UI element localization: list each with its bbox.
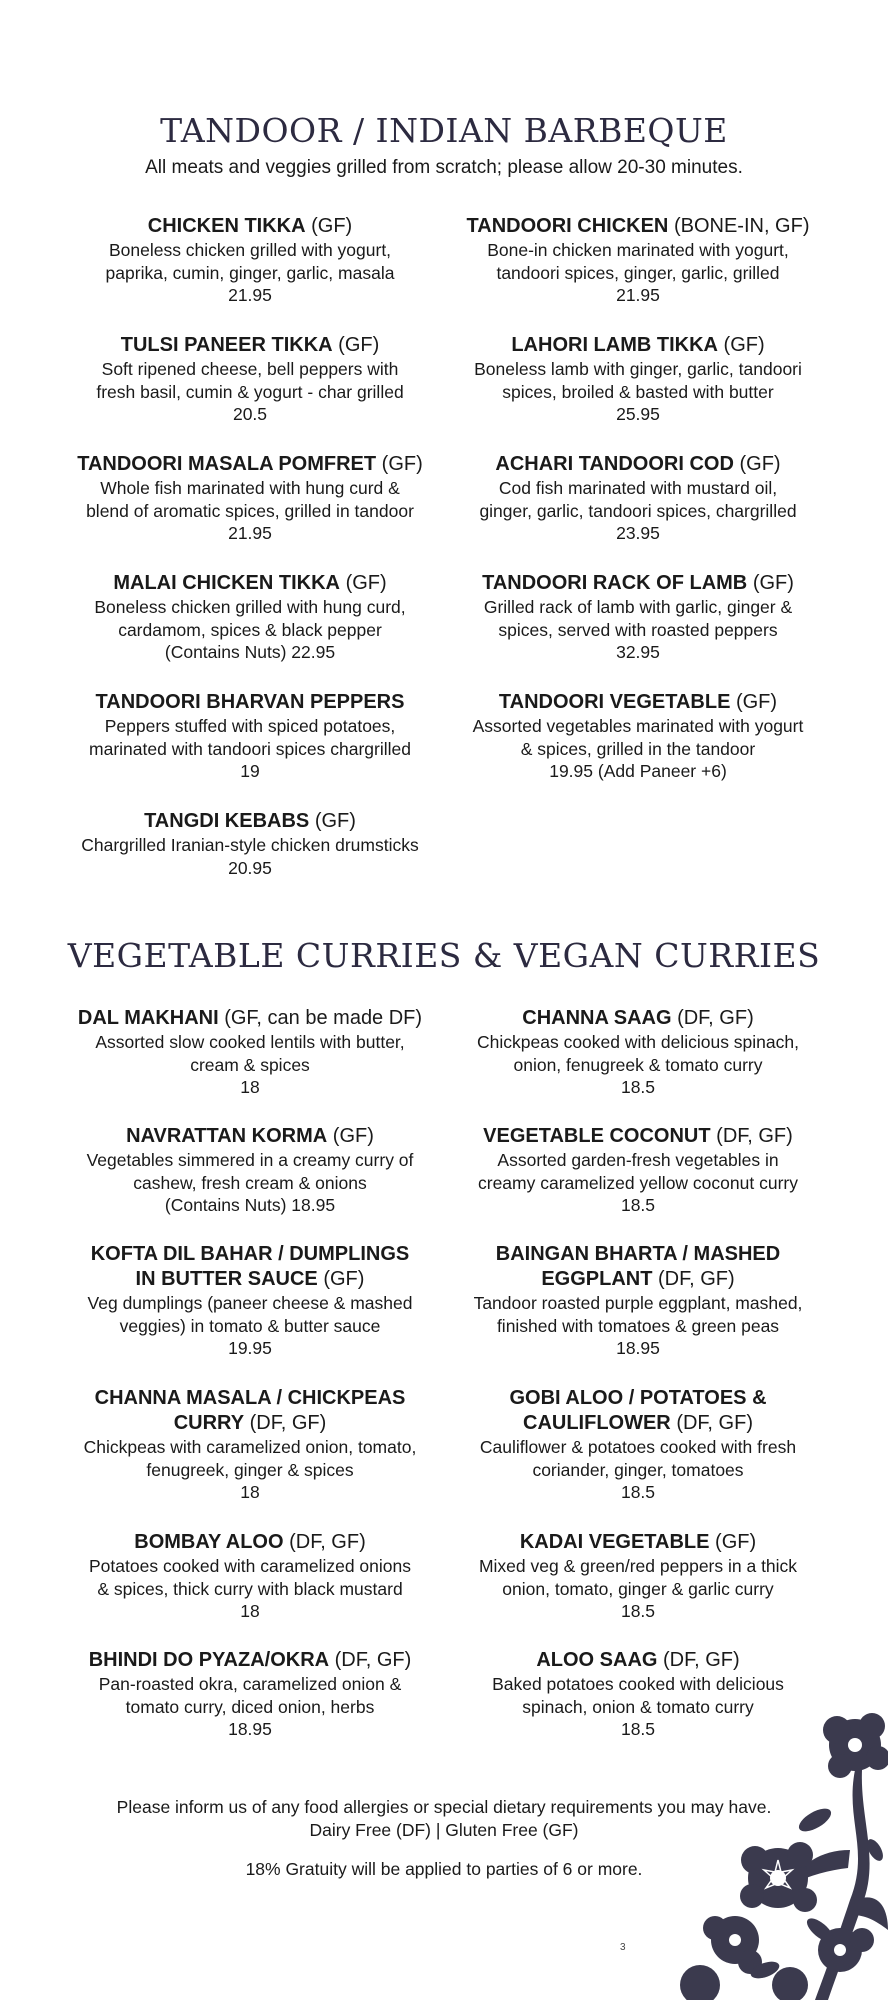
- dietary-tag: (GF): [314, 810, 356, 832]
- dish-name: BHINDI DO PYAZA/OKRA: [88, 1649, 330, 1671]
- dietary-tag: (GF): [739, 453, 781, 475]
- dish-description: tomato curry, diced onion, herbs: [125, 1696, 375, 1717]
- menu-item-name: [56, 333, 444, 358]
- menu-item-tulsi-paneer-tikka: [56, 333, 444, 452]
- dietary-tag: (GF): [332, 1125, 374, 1147]
- dish-name: GOBI ALOO / POTATOES &: [509, 1387, 767, 1409]
- dish-price: 19.95 (Add Paneer +6): [549, 761, 727, 781]
- dish-description: Boneless chicken grilled with hung curd,: [94, 597, 406, 617]
- menu-item-name: [56, 1124, 444, 1149]
- veg-menu-grid: [56, 1006, 832, 1766]
- dietary-tag: (GF, can be made DF): [224, 1007, 423, 1029]
- dish-price: 21.95: [228, 523, 272, 543]
- dish-description: Veg dumplings (paneer cheese & mashed: [87, 1293, 413, 1313]
- menu-item-name: [56, 809, 444, 834]
- dish-name: DAL MAKHANI: [77, 1007, 219, 1029]
- dish-name: TANDOORI CHICKEN: [466, 215, 669, 237]
- dish-name: KADAI VEGETABLE: [519, 1531, 710, 1553]
- menu-item-name: [444, 214, 832, 239]
- dish-name: MALAI CHICKEN TIKKA: [113, 572, 340, 594]
- dish-description: & spices, grilled in the tandoor: [520, 738, 756, 759]
- dish-description: Bone-in chicken marinated with yogurt,: [487, 240, 789, 260]
- dish-price: 18.5: [620, 1195, 656, 1215]
- dish-name: TULSI PANEER TIKKA: [120, 334, 333, 356]
- menu-item-name: [56, 690, 444, 715]
- menu-item-name: [444, 1006, 832, 1031]
- dish-name: ACHARI TANDOORI COD: [495, 453, 734, 475]
- menu-item-lahori-lamb-tikka: [444, 333, 832, 452]
- dish-description: Potatoes cooked with caramelized onions: [89, 1556, 411, 1576]
- dish-name: CHANNA SAAG: [522, 1007, 672, 1029]
- menu-item-name: [56, 1386, 444, 1436]
- dish-description: creamy caramelized yellow coconut curry: [478, 1172, 798, 1193]
- dish-description: tandoori spices, ginger, garlic, grilled: [496, 262, 780, 283]
- menu-item-tandoori-rack-of-lamb: [444, 571, 832, 690]
- dietary-tag: (DF, GF): [716, 1125, 793, 1147]
- allergy-note: Please inform us of any food allergies or special dietary requirements you may have.: [116, 1797, 772, 1817]
- menu-item-name: [444, 1124, 832, 1149]
- dish-description: cream & spices: [190, 1054, 310, 1075]
- menu-item-navrattan-korma: [56, 1124, 444, 1242]
- menu-item-name: [56, 452, 444, 477]
- dish-description: Chargrilled Iranian-style chicken drumsticks: [81, 835, 419, 855]
- dish-name: TANGDI KEBABS: [144, 810, 310, 832]
- dietary-tag: (GF): [752, 572, 794, 594]
- dish-description: Assorted slow cooked lentils with butter,: [95, 1032, 405, 1052]
- dietary-tag: (DF, GF): [677, 1007, 754, 1029]
- tandoor-section-title: TANDOOR / INDIAN BARBEQUE: [160, 111, 728, 150]
- dish-description: Peppers stuffed with spiced potatoes,: [104, 716, 396, 736]
- dish-name: TANDOORI BHARVAN PEPPERS: [95, 691, 405, 713]
- menu-item-tandoori-chicken: [444, 214, 832, 333]
- dish-price: 21.95: [228, 285, 272, 305]
- dish-name: TANDOORI RACK OF LAMB: [482, 572, 748, 594]
- dish-description: marinated with tandoori spices chargrilled: [89, 738, 411, 759]
- menu-item-name: [56, 1006, 444, 1031]
- dish-price: 20.95: [228, 857, 272, 878]
- menu-item-name: [444, 333, 832, 358]
- menu-item-chicken-tikka: [56, 214, 444, 333]
- dish-name-line2: EGGPLANT: [541, 1268, 653, 1290]
- dish-price: 19.95: [228, 1338, 272, 1358]
- menu-item-vegetable-coconut: [444, 1124, 832, 1242]
- dish-description: fresh basil, cumin & yogurt - char grilled: [96, 381, 404, 402]
- dish-description: Pan-roasted okra, caramelized onion &: [98, 1674, 402, 1694]
- menu-item-bhindi-do-pyaza-okra: [56, 1648, 444, 1766]
- dish-description: blend of aromatic spices, grilled in tandoor: [86, 500, 414, 521]
- dish-price: 18: [240, 1077, 260, 1097]
- menu-item-dal-makhani: [56, 1006, 444, 1124]
- menu-item-channa-masala-chickpeas: [56, 1386, 444, 1530]
- dish-description: spinach, onion & tomato curry: [522, 1696, 754, 1717]
- dietary-tag: (GF): [723, 334, 765, 356]
- page-number: 3: [620, 1942, 626, 1953]
- dietary-tag: (GF): [381, 453, 423, 475]
- menu-item-name: [56, 214, 444, 239]
- dish-description: ginger, garlic, tandoori spices, chargrilled: [479, 500, 797, 521]
- dish-name: CHANNA MASALA / CHICKPEAS: [94, 1387, 406, 1409]
- menu-item-tangdi-kebabs: [56, 809, 444, 928]
- dish-price: 19: [240, 761, 260, 781]
- veg-section-title: VEGETABLE CURRIES & VEGAN CURRIES: [67, 936, 821, 975]
- dietary-tag: (DF, GF): [676, 1412, 753, 1434]
- dish-description: Boneless lamb with ginger, garlic, tandoori: [474, 359, 802, 379]
- menu-item-name: [56, 1242, 444, 1292]
- dietary-tag: (GF): [735, 691, 778, 713]
- menu-item-name: [444, 1648, 832, 1673]
- dietary-tag: (GF): [338, 334, 380, 356]
- dish-name: LAHORI LAMB TIKKA: [511, 334, 718, 356]
- dish-price: 18.95: [228, 1719, 272, 1739]
- menu-item-channa-saag: [444, 1006, 832, 1124]
- dietary-tag: (GF): [311, 215, 353, 237]
- dish-description: paprika, cumin, ginger, garlic, masala: [105, 262, 395, 283]
- dish-description: veggies) in tomato & butter sauce: [119, 1315, 381, 1336]
- dish-description: spices, broiled & basted with butter: [502, 381, 774, 402]
- dish-description: cardamom, spices & black pepper: [118, 619, 382, 640]
- dish-name: TANDOORI VEGETABLE: [498, 691, 731, 713]
- dietary-tag: (DF, GF): [658, 1268, 735, 1290]
- dish-description: Grilled rack of lamb with garlic, ginger &: [483, 597, 793, 617]
- dish-description: Tandoor roasted purple eggplant, mashed,: [473, 1293, 803, 1313]
- dish-description: Assorted garden-fresh vegetables in: [497, 1150, 779, 1170]
- menu-item-name: [56, 1648, 444, 1673]
- dish-description: Cod fish marinated with mustard oil,: [498, 478, 778, 498]
- diet-legend: Dairy Free (DF) | Gluten Free (GF): [309, 1820, 579, 1840]
- menu-item-name: [444, 1242, 832, 1292]
- dish-name: BOMBAY ALOO: [134, 1531, 284, 1553]
- dish-name: ALOO SAAG: [536, 1649, 658, 1671]
- menu-item-achari-tandoori-cod: [444, 452, 832, 571]
- dish-price: 23.95: [616, 523, 660, 543]
- dietary-tag: (GF): [715, 1531, 757, 1553]
- menu-item-tandoori-vegetable: [444, 690, 832, 809]
- menu-item-name: [444, 690, 832, 715]
- menu-item-baingan-bharta-mashed: [444, 1242, 832, 1386]
- dish-price: 18.95: [616, 1338, 660, 1358]
- menu-item-name: [444, 571, 832, 596]
- menu-item-tandoori-masala-pomfret: [56, 452, 444, 571]
- dish-description: cashew, fresh cream & onions: [133, 1172, 367, 1193]
- dish-name: BAINGAN BHARTA / MASHED: [495, 1243, 781, 1265]
- dish-description: & spices, thick curry with black mustard: [97, 1578, 403, 1599]
- menu-item-name: [444, 1530, 832, 1555]
- menu-item-kadai-vegetable: [444, 1530, 832, 1648]
- dietary-tag: (DF, GF): [334, 1649, 412, 1671]
- dish-price: 25.95: [616, 404, 660, 424]
- dietary-tag: (DF, GF): [289, 1531, 366, 1553]
- dish-price: (Contains Nuts) 18.95: [164, 1195, 336, 1215]
- dietary-tag: (DF, GF): [663, 1649, 740, 1671]
- dish-description: onion, tomato, ginger & garlic curry: [502, 1578, 774, 1599]
- dish-description: Chickpeas with caramelized onion, tomato,: [83, 1437, 417, 1457]
- menu-item-name: [444, 1386, 832, 1436]
- menu-item-name: [444, 452, 832, 477]
- dish-price: 18.5: [620, 1077, 656, 1097]
- menu-item-tandoori-bharvan-peppers: [56, 690, 444, 809]
- gratuity-note: 18% Gratuity will be applied to parties of 6 or more.: [245, 1859, 643, 1879]
- floral-decoration-icon: [640, 1700, 888, 2000]
- tandoor-subtitle: All meats and veggies grilled from scratch; please allow 20-30 minutes.: [145, 157, 743, 178]
- dish-name-line2: CAULIFLOWER: [523, 1412, 671, 1434]
- dish-description: coriander, ginger, tomatoes: [532, 1459, 744, 1480]
- dish-price: 32.95: [616, 642, 660, 662]
- dish-price: 18: [240, 1601, 260, 1621]
- dish-name: VEGETABLE COCONUT: [483, 1125, 711, 1147]
- dietary-tag: (DF, GF): [249, 1412, 327, 1434]
- dish-description: spices, served with roasted peppers: [498, 619, 778, 640]
- dish-name: KOFTA DIL BAHAR / DUMPLINGS: [90, 1243, 410, 1265]
- dish-description: Soft ripened cheese, bell peppers with: [101, 359, 399, 379]
- dish-description: onion, fenugreek & tomato curry: [513, 1054, 763, 1075]
- dish-name: TANDOORI MASALA POMFRET: [77, 453, 377, 475]
- dish-description: Vegetables simmered in a creamy curry of: [86, 1150, 414, 1170]
- dish-price: 18.5: [620, 1719, 656, 1739]
- dish-name-line2: CURRY: [173, 1412, 245, 1434]
- dish-description: Whole fish marinated with hung curd &: [100, 478, 400, 498]
- dish-price: 20.5: [232, 404, 268, 424]
- dietary-tag: (GF): [323, 1268, 365, 1290]
- dish-price: (Contains Nuts) 22.95: [164, 642, 336, 662]
- menu-item-kofta-dil-bahar-dumplings: [56, 1242, 444, 1386]
- dish-description: Assorted vegetables marinated with yogurt: [472, 716, 804, 736]
- dish-price: 21.95: [616, 285, 660, 305]
- dish-description: finished with tomatoes & green peas: [496, 1315, 780, 1336]
- menu-item-name: [56, 571, 444, 596]
- dish-name: NAVRATTAN KORMA: [126, 1125, 328, 1147]
- dish-description: Cauliflower & potatoes cooked with fresh: [479, 1437, 797, 1457]
- dish-price: 18.5: [620, 1482, 656, 1502]
- dish-description: Mixed veg & green/red peppers in a thick: [478, 1556, 798, 1576]
- menu-item-name: [56, 1530, 444, 1555]
- dish-price: 18: [240, 1482, 260, 1502]
- dish-description: Chickpeas cooked with delicious spinach,: [477, 1032, 799, 1052]
- dish-description: Boneless chicken grilled with yogurt,: [108, 240, 392, 260]
- menu-item-gobi-aloo-potatoes: [444, 1386, 832, 1530]
- menu-item-bombay-aloo: [56, 1530, 444, 1648]
- dish-description: Baked potatoes cooked with delicious: [492, 1674, 784, 1694]
- menu-item-malai-chicken-tikka: [56, 571, 444, 690]
- tandoor-menu-grid: [56, 214, 832, 928]
- dish-description: fenugreek, ginger & spices: [146, 1459, 354, 1480]
- dietary-tag: (BONE-IN, GF): [673, 215, 810, 237]
- dietary-tag: (GF): [345, 572, 387, 594]
- dish-name-line2: IN BUTTER SAUCE: [135, 1268, 318, 1290]
- dish-name: CHICKEN TIKKA: [147, 215, 306, 237]
- dish-price: 18.5: [620, 1601, 656, 1621]
